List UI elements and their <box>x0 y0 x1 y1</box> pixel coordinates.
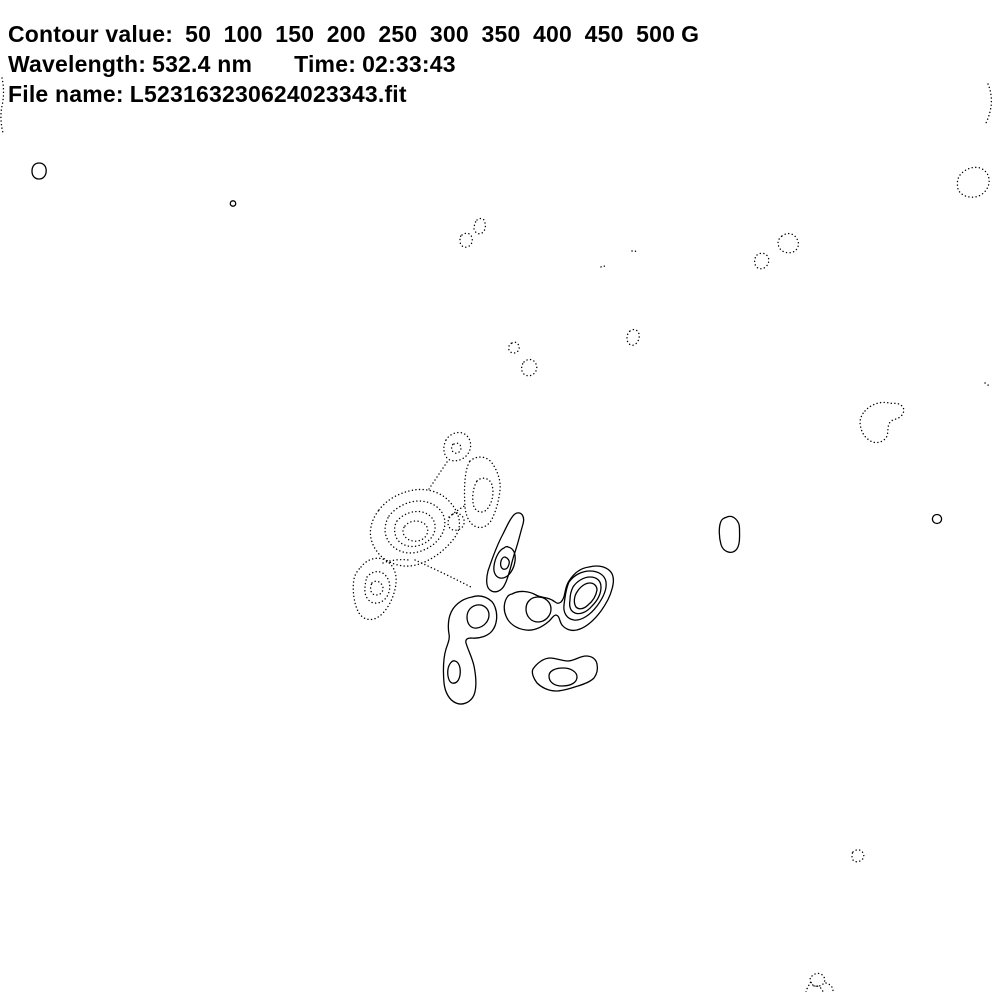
wavelength-value: 532.4 nm <box>152 51 253 77</box>
contour-unit: G <box>681 21 700 47</box>
dotted-main-cluster-level3 <box>395 511 436 546</box>
header-file-line <box>8 81 407 108</box>
header-contour-line <box>8 21 699 48</box>
dotted-small-ring-in-cluster <box>448 513 464 530</box>
dotted-mini-ring-top-b <box>474 219 485 234</box>
file-name-value: L523163230624023343.fit <box>129 81 407 107</box>
time-value: 02:33:43 <box>362 51 456 77</box>
dotted-speck-b <box>601 266 606 268</box>
dotted-lower-left-blob-level2 <box>365 572 390 604</box>
dotted-top-ring-inner <box>452 443 461 453</box>
dotted-mini-ring-top-a <box>460 233 472 247</box>
dotted-arc-right-edge-top <box>986 84 991 123</box>
dotted-trail-mid <box>449 505 466 517</box>
contour-value-label: Contour value: <box>8 21 174 47</box>
solid-ring-upper-left <box>32 163 46 179</box>
header-wavelength-time-line <box>8 51 456 78</box>
dotted-right-lobe-inner <box>473 478 493 512</box>
dotted-ring-upper-right-a <box>778 234 798 253</box>
solid-ring-tail-ellipse-inner <box>448 661 461 683</box>
dotted-bottom-edge-arc-b <box>806 982 823 992</box>
solid-dot-right <box>932 515 941 524</box>
dotted-speck-a <box>632 251 637 253</box>
dotted-mini-ring-mid-a <box>627 330 639 346</box>
contour-value-list: 50 100 150 200 250 300 350 400 450 500 <box>185 21 676 47</box>
file-name-label: File name: <box>8 81 124 107</box>
solid-teardrop-inner <box>501 557 510 569</box>
dotted-speck-right-edge <box>985 383 989 386</box>
dotted-bottom-edge-arc-a <box>826 983 833 991</box>
dotted-shape-right <box>860 402 904 442</box>
solid-double-blob-outer <box>504 566 613 630</box>
solid-left-blob-inner-circle <box>526 597 551 622</box>
wavelength-label: Wavelength: <box>8 51 147 77</box>
dotted-trail-bottom <box>415 560 471 587</box>
dotted-ring-upper-right-b <box>755 253 769 269</box>
dotted-arc-left-edge <box>1 78 4 133</box>
solid-bean-mid-right <box>719 516 739 552</box>
dotted-bottom-edge-ring <box>810 973 825 986</box>
solid-dot-upper-mid <box>230 201 235 206</box>
solid-teardrop-outer <box>487 513 524 592</box>
time-label: Time: <box>294 51 357 77</box>
dotted-mini-ring-mid-b <box>509 342 519 353</box>
dotted-main-cluster-level2 <box>385 501 445 553</box>
dotted-right-lobe-outer <box>465 457 501 527</box>
dotted-lower-left-blob-level3 <box>371 581 383 595</box>
solid-bird-blob-inner <box>549 668 577 686</box>
dotted-main-cluster-outer <box>370 489 459 566</box>
dotted-cluster-lower-right <box>852 850 864 862</box>
solid-right-blob-level3 <box>570 577 601 614</box>
dotted-blob-right-edge <box>957 167 989 197</box>
dotted-trail-top <box>429 462 447 489</box>
dotted-mini-ring-mid-c <box>522 360 537 376</box>
solid-ring-tail-ring-inner <box>467 605 489 628</box>
dotted-main-cluster-level4 <box>403 521 428 541</box>
dotted-top-ring <box>444 433 471 461</box>
